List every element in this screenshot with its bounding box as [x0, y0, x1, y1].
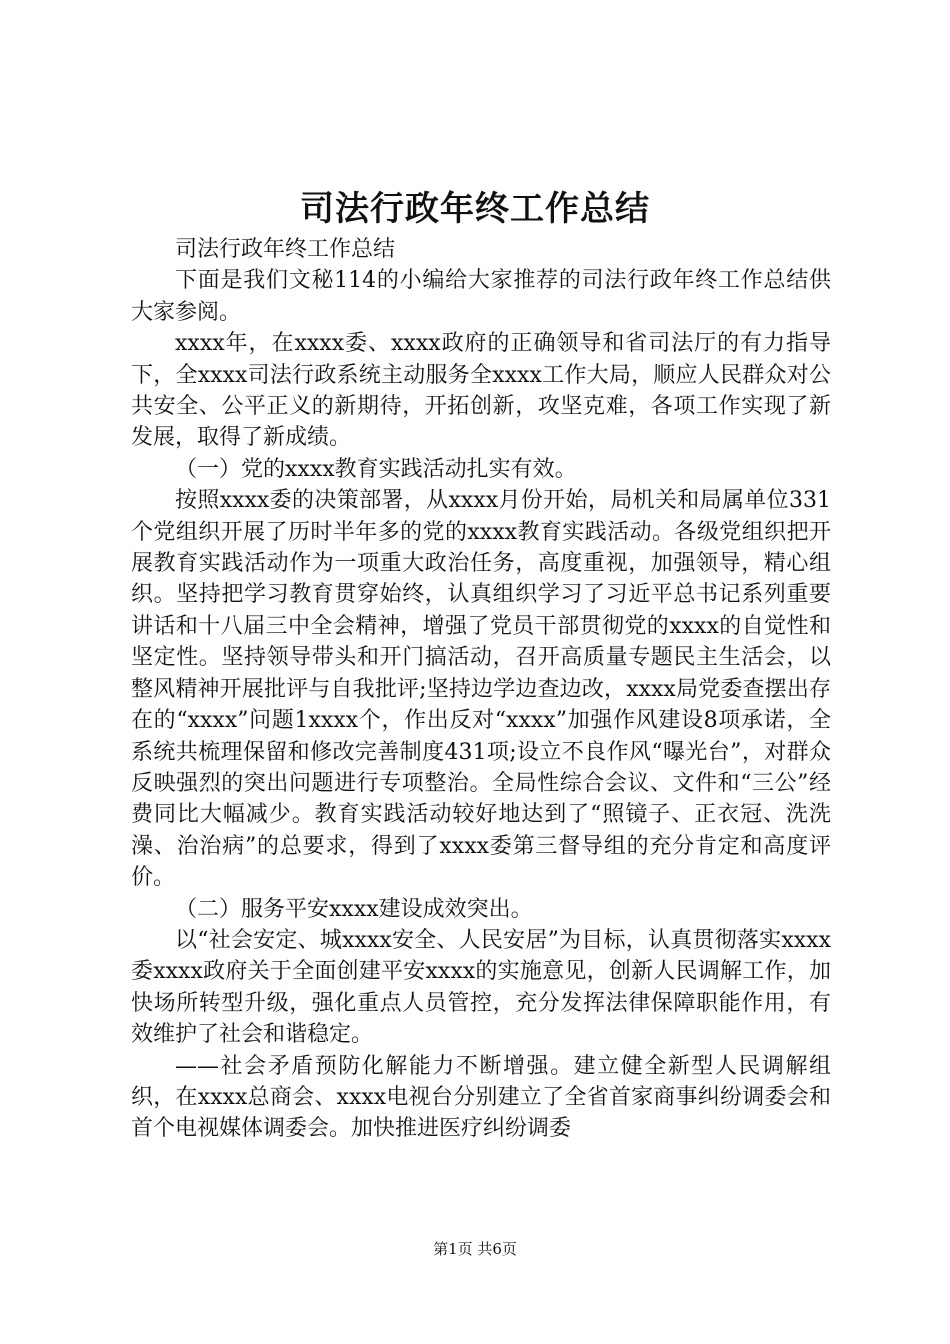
paragraph-summary: xxxx年，在xxxx委、xxxx政府的正确领导和省司法厅的有力指导下，全xxxx司法行政系统主动服务全xxxx工作大局，顺应人民群众对公共安全、公平正义的新期待，开拓创新，攻坚克难，各项工作实现了新发展，取得了新成绩。	[131, 331, 831, 451]
section-heading-1: （一）党的xxxx教育实践活动扎实有效。	[175, 456, 577, 482]
section-heading-2: （二）服务平安xxxx建设成效突出。	[175, 896, 533, 922]
paragraph-subtitle: 司法行政年终工作总结	[175, 237, 396, 262]
page-footer: 第1页 共6页	[433, 1240, 517, 1258]
paragraph-section-2-sub: ——社会矛盾预防化解能力不断增强。建立健全新型人民调解组织，在xxxx总商会、xxxx电视台分别建立了全省首家商事纠纷调委会和首个电视媒体调委会。加快推进医疗纠纷调委	[131, 1053, 831, 1142]
document-body	[131, 234, 831, 1145]
paragraph-section-1: 按照xxxx委的决策部署，从xxxx月份开始，局机关和局属单位331个党组织开展了历时半年多的党的xxxx教育实践活动。各级党组织把开展教育实践活动作为一项重大政治任务，高度重视，加强领导，精心组织。坚持把学习教育贯穿始终，认真组织学习了习近平总书记系列重要讲话和十八届三中全会精神，增强了党员干部贯彻党的xxxx的自觉性和坚定性。坚持领导带头和开门搞活动，召开高质量专题民主生活会，以整风精神开展批评与自我批评;坚持边学边查边改，xxxx局党委查摆出存在的“xxxx”问题1xxxx个，作出反对“xxxx”加强作风建设8项承诺，全系统共梳理保留和修改完善制度431项;设立不良作风“曝光台”，对群众反映强烈的突出问题进行专项整治。全局性综合会议、文件和“三公”经费同比大幅减少。教育实践活动较好地达到了“照镜子、正衣冠、洗洗澡、治治病”的总要求，得到了xxxx委第三督导组的充分肯定和高度评价。	[131, 488, 831, 891]
document-title: 司法行政年终工作总结	[300, 189, 650, 229]
paragraph-section-2: 以“社会安定、城xxxx安全、人民安居”为目标，认真贯彻落实xxxx委xxxx政府关于全面创建平安xxxx的实施意见，创新人民调解工作，加快场所转型升级，强化重点人员管控，充分发挥法律保障职能作用，有效维护了社会和谐稳定。	[131, 927, 831, 1048]
paragraph-intro: 下面是我们文秘114的小编给大家推荐的司法行政年终工作总结供大家参阅。	[131, 268, 831, 325]
